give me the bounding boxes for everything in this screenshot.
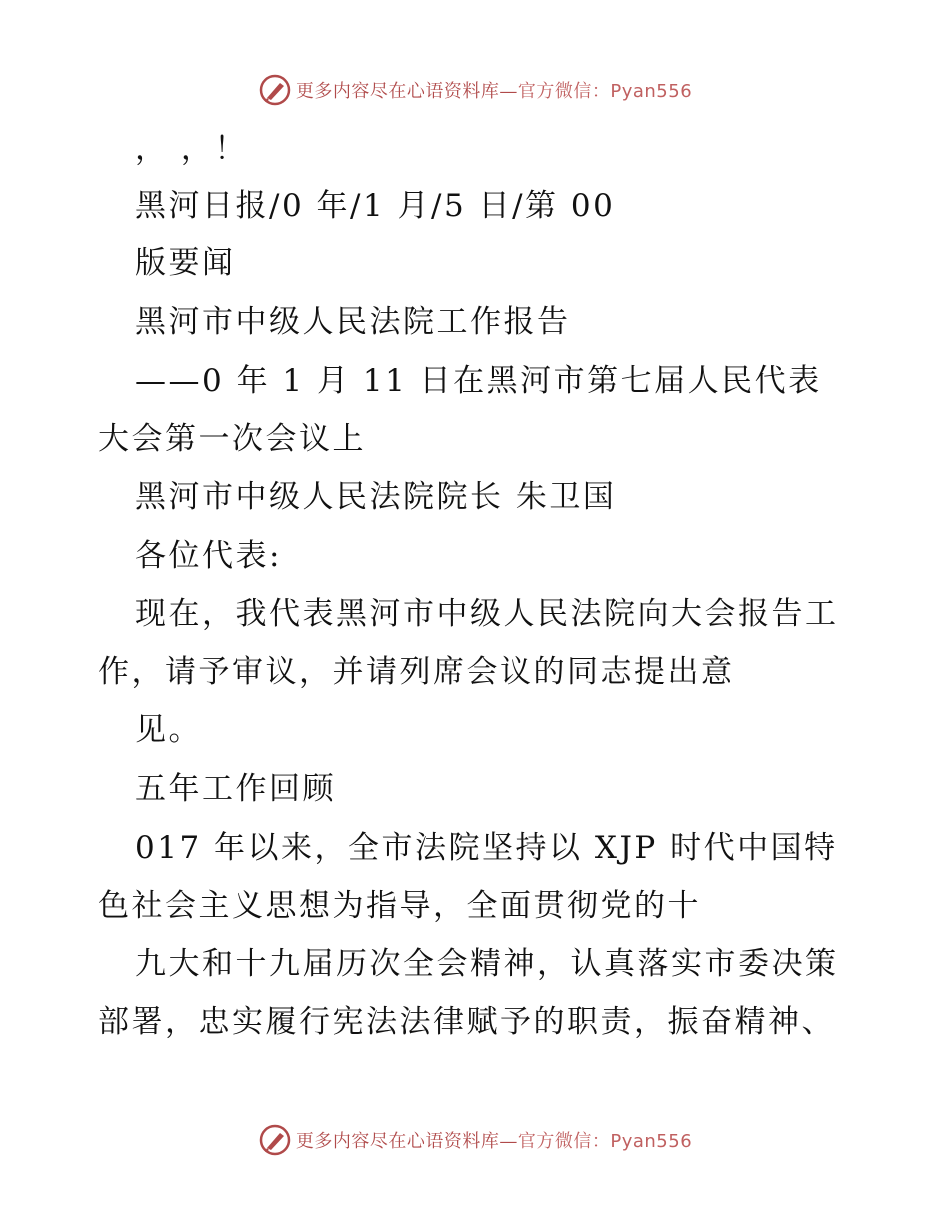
watermark-banner-top: [0, 73, 950, 107]
text-line: 九大和十九届历次全会精神，认真落实市委决策: [135, 946, 839, 982]
author-line: 黑河市中级人民法院院长 朱卫国: [135, 479, 617, 515]
report-title: 黑河市中级人民法院工作报告: [135, 304, 571, 340]
text-line: 色社会主义思想为指导，全面贯彻党的十: [98, 888, 701, 924]
watermark-banner-bottom: [0, 1123, 950, 1157]
text-line: 017 年以来，全市法院坚持以 XJP 时代中国特: [135, 830, 838, 866]
text-line: 大会第一次会议上: [98, 421, 366, 457]
pen-logo-icon: [258, 73, 292, 107]
text-line: ， ，！: [135, 131, 248, 167]
watermark-text: 更多内容尽在心语资料库—官方微信：Pyan556: [295, 1131, 693, 1152]
text-line: 见。: [135, 712, 202, 748]
text-line: 现在，我代表黑河市中级人民法院向大会报告工: [135, 596, 839, 632]
text-line: 作，请予审议，并请列席会议的同志提出意: [98, 654, 735, 690]
section-heading: 五年工作回顾: [135, 771, 336, 807]
text-line: 部署，忠实履行宪法法律赋予的职责，振奋精神、: [98, 1004, 835, 1040]
text-line: ——0 年 1 月 11 日在黑河市第七届人民代表: [135, 363, 822, 399]
watermark-text: 更多内容尽在心语资料库—官方微信：Pyan556: [295, 81, 693, 102]
salutation: 各位代表:: [135, 538, 282, 574]
text-line: 黑河日报/0 年/1 月/5 日/第 00: [135, 188, 616, 224]
text-line: 版要闻: [135, 245, 236, 281]
pen-logo-icon: [258, 1123, 292, 1157]
